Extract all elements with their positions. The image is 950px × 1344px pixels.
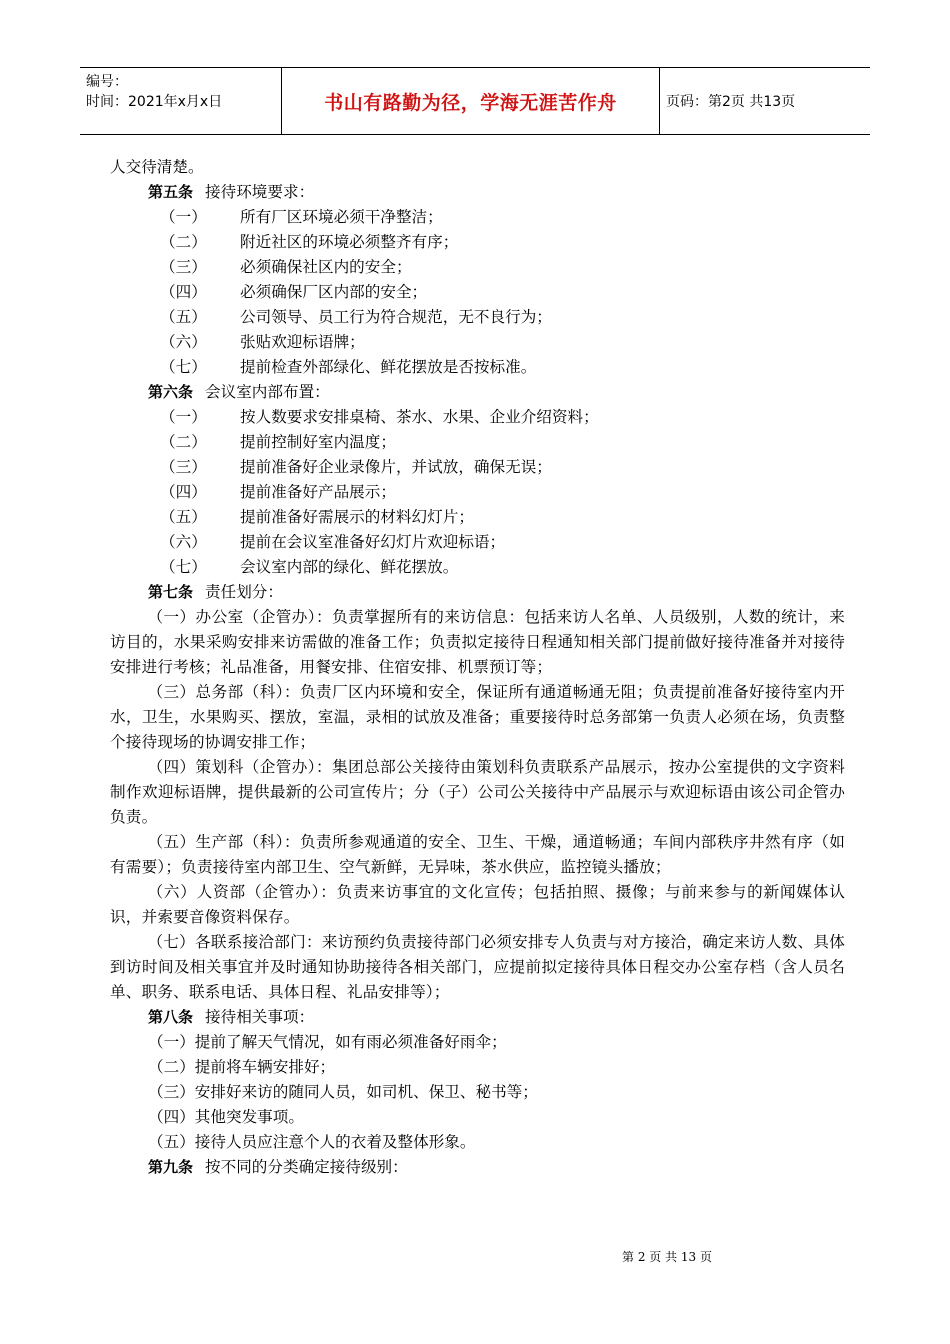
article-6-heading (110, 380, 845, 405)
list-item (110, 355, 845, 380)
item-text: 会议室内部的绿化、鲜花摆放。 (240, 558, 459, 576)
item-number: （七） (160, 558, 207, 576)
list-item: （四）其他突发事项。 (148, 1108, 304, 1126)
number-label: 编号： (86, 74, 128, 90)
item-number: （六） (160, 333, 207, 351)
list-item (110, 505, 845, 530)
article-7-title: 责任划分： (205, 583, 283, 601)
list-item (110, 230, 845, 255)
list-item: （五）接待人员应注意个人的衣着及整体形象。 (148, 1133, 476, 1151)
list-item (110, 555, 845, 580)
responsibility-paragraph: （七）各联系接洽部门：来访预约负责接待部门必须安排专人负责与对方接洽，确定来访人数、具体到访时间及相关事宜并及时通知协助接待各相关部门，应提前拟定接待具体日程交办公室存档（含人员名单、职务、联系电话、具体日程、礼品安排等）； (110, 933, 845, 1001)
item-text: 提前检查外部绿化、鲜花摆放是否按标准。 (240, 358, 537, 376)
item-text: 附近社区的环境必须整齐有序； (240, 233, 459, 251)
list-item (110, 405, 845, 430)
item-text: 必须确保社区内的安全； (240, 258, 412, 276)
item-number: （二） (160, 433, 207, 451)
article-6-title: 会议室内部布置： (205, 383, 330, 401)
item-number: （三） (160, 258, 207, 276)
document-body (110, 155, 845, 1180)
article-7-label: 第七条 (148, 583, 194, 601)
page-footer (0, 1248, 950, 1265)
footer-page-number: 第 2 页 共 13 页 (622, 1250, 712, 1264)
list-item (110, 255, 845, 280)
item-text: 提前控制好室内温度； (240, 433, 396, 451)
article-9-label: 第九条 (148, 1158, 194, 1176)
item-number: （五） (160, 508, 207, 526)
list-item (110, 330, 845, 355)
list-item: （三）安排好来访的随同人员，如司机、保卫、秘书等； (148, 1083, 538, 1101)
article-6-label: 第六条 (148, 383, 194, 401)
responsibility-paragraph: （五）生产部（科）：负责所参观通道的安全、卫生、干燥，通道畅通；车间内部秩序井然有序（如有需要）；负责接待室内部卫生、空气新鲜，无异味，茶水供应，监控镜头播放； (110, 833, 845, 876)
responsibility-paragraph: （四）策划科（企管办）：集团总部公关接待由策划科负责联系产品展示，按办公室提供的文字资料制作欢迎标语牌，提供最新的公司宣传片；分（子）公司公关接待中产品展示与欢迎标语由该公司企管办负责。 (110, 758, 845, 826)
responsibility-paragraph: （六）人资部（企管办）：负责来访事宜的文化宣传；包括拍照、摄像；与前来参与的新闻媒体认识，并索要音像资料保存。 (110, 883, 845, 926)
list-item (110, 530, 845, 555)
item-number: （五） (160, 308, 207, 326)
header-meta (80, 68, 282, 134)
item-text: 公司领导、员工行为符合规范，无不良行为； (240, 308, 552, 326)
item-text: 必须确保厂区内部的安全； (240, 283, 428, 301)
header-page-info: 页码：第2页 共13页 (666, 94, 796, 110)
date-label: 时间：2021年x月x日 (86, 94, 223, 110)
header-motto: 书山有路勤为径，学海无涯苦作舟 (282, 68, 660, 134)
item-number: （一） (160, 208, 207, 226)
item-number: （三） (160, 458, 207, 476)
list-item (110, 280, 845, 305)
article-8-title: 接待相关事项： (205, 1008, 315, 1026)
intro-line: 人交待清楚。 (110, 158, 204, 176)
list-item (110, 205, 845, 230)
item-number: （七） (160, 358, 207, 376)
list-item: （一）提前了解天气情况，如有雨必须准备好雨伞； (148, 1033, 507, 1051)
article-8-heading (110, 1005, 845, 1030)
list-item: （二）提前将车辆安排好； (148, 1058, 336, 1076)
item-number: （四） (160, 283, 207, 301)
item-text: 提前在会议室准备好幻灯片欢迎标语； (240, 533, 506, 551)
article-7-heading (110, 580, 845, 605)
article-5-label: 第五条 (148, 183, 194, 201)
list-item (110, 480, 845, 505)
list-item (110, 455, 845, 480)
article-9-heading (110, 1155, 845, 1180)
item-number: （四） (160, 483, 207, 501)
item-text: 提前准备好产品展示； (240, 483, 396, 501)
item-number: （六） (160, 533, 207, 551)
list-item (110, 305, 845, 330)
item-number: （二） (160, 233, 207, 251)
article-5-title: 接待环境要求： (205, 183, 315, 201)
page-header (80, 67, 870, 135)
item-number: （一） (160, 408, 207, 426)
item-text: 张贴欢迎标语牌； (240, 333, 365, 351)
item-text: 所有厂区环境必须干净整洁； (240, 208, 443, 226)
list-item (110, 430, 845, 455)
item-text: 提前准备好企业录像片，并试放，确保无误； (240, 458, 552, 476)
article-8-label: 第八条 (148, 1008, 194, 1026)
responsibility-paragraph: （三）总务部（科）：负责厂区内环境和安全，保证所有通道畅通无阻；负责提前准备好接待室内开水，卫生，水果购买、摆放，室温，录相的试放及准备；重要接待时总务部第一负责人必须在场，负责整个接待现场的协调安排工作； (110, 683, 845, 751)
article-9-title: 按不同的分类确定接待级别： (205, 1158, 408, 1176)
article-5-heading (110, 180, 845, 205)
responsibility-paragraph: （一）办公室（企管办）：负责掌握所有的来访信息：包括来访人名单、人员级别，人数的统计，来访目的，水果采购安排来访需做的准备工作；负责拟定接待日程通知相关部门提前做好接待准备并对接待安排进行考核；礼品准备，用餐安排、住宿安排、机票预订等； (110, 608, 845, 676)
item-text: 提前准备好需展示的材料幻灯片； (240, 508, 474, 526)
item-text: 按人数要求安排桌椅、茶水、水果、企业介绍资料； (240, 408, 599, 426)
